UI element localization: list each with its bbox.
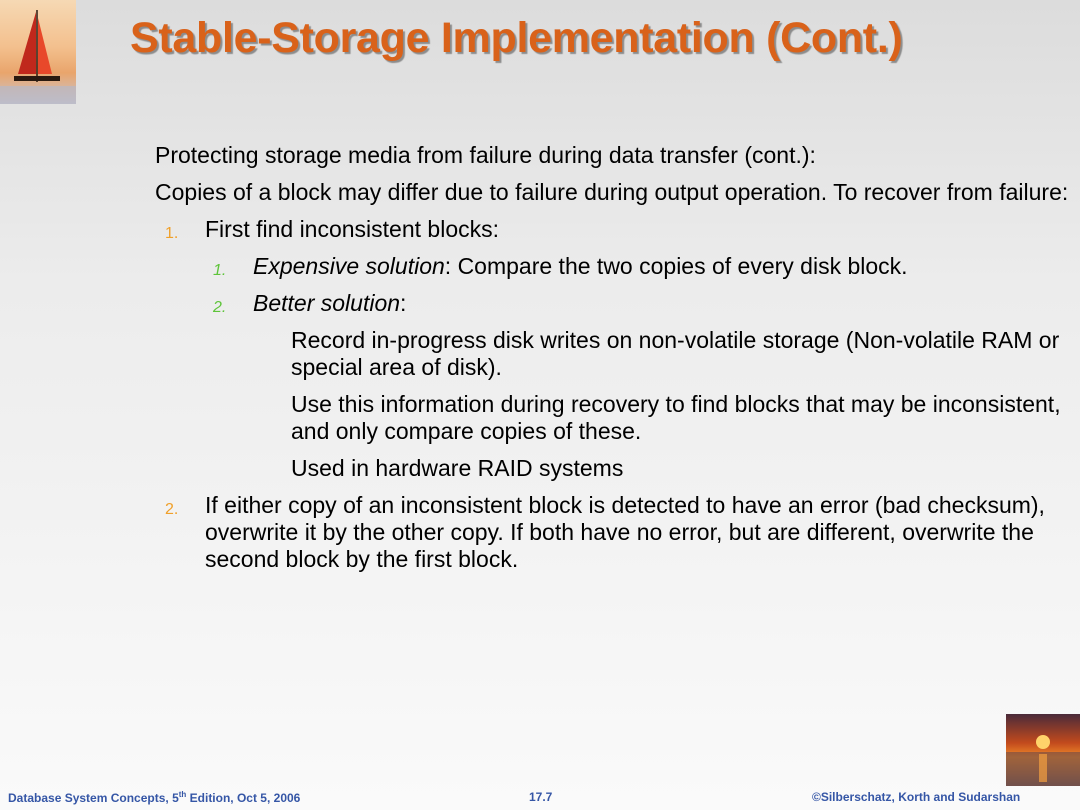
footer-superscript: th bbox=[178, 790, 187, 799]
better-point-2: Use this information during recovery to find blocks that may be inconsistent, and only compare copies of these. bbox=[291, 391, 1061, 444]
expensive-solution-label: Expensive solution bbox=[253, 253, 445, 279]
expensive-solution-text: : Compare the two copies of every disk block. bbox=[444, 253, 908, 279]
sunset-logo bbox=[1006, 714, 1080, 786]
sailboat-logo bbox=[0, 0, 76, 104]
step-2-number: 2. bbox=[165, 501, 179, 518]
copies-paragraph: Copies of a block may differ due to failure during output operation. To recover from failure: bbox=[155, 179, 1069, 205]
step-1-number: 1. bbox=[165, 225, 179, 242]
footer-left-date: Edition, Oct 5, 2006 bbox=[186, 791, 301, 805]
sailboat-icon bbox=[0, 0, 76, 104]
intro-paragraph: Protecting storage media from failure during data transfer (cont.): bbox=[155, 142, 816, 168]
better-point-3: Used in hardware RAID systems bbox=[291, 455, 624, 481]
better-solution-item bbox=[155, 290, 1075, 317]
step-1 bbox=[155, 216, 1075, 243]
slide-title: Stable-Storage Implementation (Cont.) bbox=[130, 14, 903, 62]
step-1-text: First find inconsistent blocks: bbox=[205, 216, 500, 242]
better-solution-text: : bbox=[400, 290, 407, 316]
footer-copyright: ©Silberschatz, Korth and Sudarshan bbox=[812, 790, 1021, 804]
footer-page-number: 17.7 bbox=[529, 790, 553, 804]
expensive-solution-item bbox=[155, 253, 1075, 280]
footer-left-text: Database System Concepts, 5 bbox=[8, 791, 179, 805]
footer-left bbox=[8, 790, 300, 805]
step-2 bbox=[155, 492, 1075, 573]
step-2-text: If either copy of an inconsistent block is detected to have an error (bad checksum), overwrite it by the other copy. If both have no error, but are different, overwrite the second block by the first block. bbox=[205, 492, 1045, 572]
slide-body bbox=[155, 142, 1075, 583]
better-point-1: Record in-progress disk writes on non-volatile storage (Non-volatile RAM or special area of disk). bbox=[291, 327, 1060, 380]
sub-2-number: 2. bbox=[213, 299, 227, 316]
sunset-icon bbox=[1006, 714, 1080, 786]
better-solution-label: Better solution bbox=[253, 290, 401, 316]
sub-1-number: 1. bbox=[213, 262, 227, 279]
